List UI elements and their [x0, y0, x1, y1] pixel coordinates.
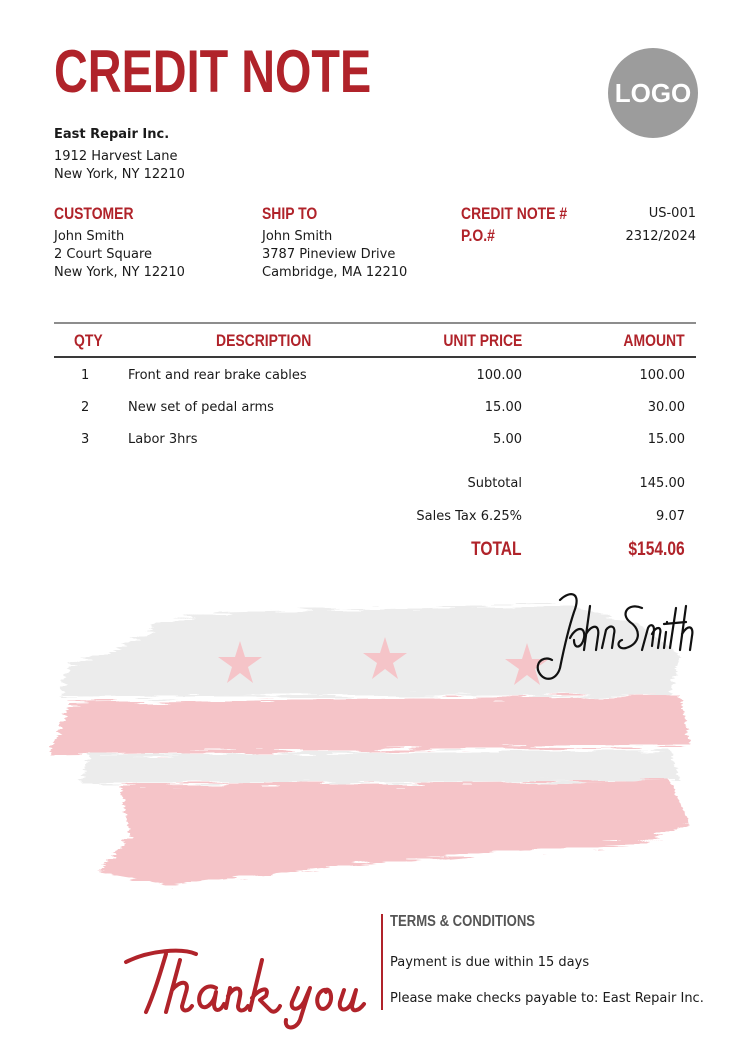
- company-name: East Repair Inc.: [54, 127, 170, 142]
- subtotal-label: Subtotal: [467, 476, 522, 491]
- row-3-unit-price: 5.00: [493, 432, 522, 447]
- sales-tax-value: 9.07: [656, 509, 685, 524]
- header-description: DESCRIPTION: [216, 331, 312, 350]
- thank-you-script-image: [120, 940, 380, 1030]
- row-1-description: Front and rear brake cables: [128, 368, 307, 383]
- ship-to-address-line2: Cambridge, MA 12210: [262, 265, 408, 280]
- subtotal-value: 145.00: [639, 476, 685, 491]
- ship-to-label: SHIP TO: [262, 204, 318, 223]
- row-3-qty: 3: [81, 432, 90, 447]
- sales-tax-label: Sales Tax 6.25%: [416, 509, 522, 524]
- row-2-amount: 30.00: [647, 400, 685, 415]
- row-2-qty: 2: [81, 400, 90, 415]
- table-header-rule: [54, 356, 696, 358]
- customer-address-line2: New York, NY 12210: [54, 265, 185, 280]
- document-title: CREDIT NOTE: [54, 38, 372, 105]
- customer-name: John Smith: [54, 229, 125, 244]
- footer-divider: [381, 914, 383, 1010]
- signature-image: [530, 578, 700, 690]
- po-number-label: P.O.#: [461, 226, 495, 245]
- po-number-value: 2312/2024: [625, 229, 696, 244]
- company-address-line2: New York, NY 12210: [54, 167, 185, 182]
- logo-text: LOGO: [614, 77, 692, 108]
- row-3-description: Labor 3hrs: [128, 432, 198, 447]
- logo: [608, 48, 698, 138]
- total-label: TOTAL: [471, 539, 522, 560]
- row-2-description: New set of pedal arms: [128, 400, 274, 415]
- header-amount: AMOUNT: [623, 331, 685, 350]
- terms-title: TERMS & CONDITIONS: [390, 913, 536, 930]
- row-1-amount: 100.00: [639, 368, 685, 383]
- credit-note-number-value: US-001: [648, 206, 696, 221]
- header-unit-price: UNIT PRICE: [442, 331, 522, 350]
- credit-note-number-label: CREDIT NOTE #: [461, 204, 568, 223]
- ship-to-address-line1: 3787 Pineview Drive: [262, 247, 396, 262]
- table-top-rule: [54, 322, 696, 324]
- customer-label: CUSTOMER: [54, 204, 134, 223]
- row-2-unit-price: 15.00: [484, 400, 522, 415]
- customer-address-line1: 2 Court Square: [54, 247, 153, 262]
- header-qty: QTY: [74, 331, 103, 350]
- company-address-line1: 1912 Harvest Lane: [54, 149, 178, 164]
- ship-to-name: John Smith: [262, 229, 333, 244]
- terms-line-2: Please make checks payable to: East Repair Inc.: [390, 991, 704, 1006]
- total-value: $154.06: [628, 539, 685, 560]
- row-1-qty: 1: [81, 368, 90, 383]
- terms-line-1: Payment is due within 15 days: [390, 955, 590, 970]
- row-1-unit-price: 100.00: [476, 368, 522, 383]
- row-3-amount: 15.00: [647, 432, 685, 447]
